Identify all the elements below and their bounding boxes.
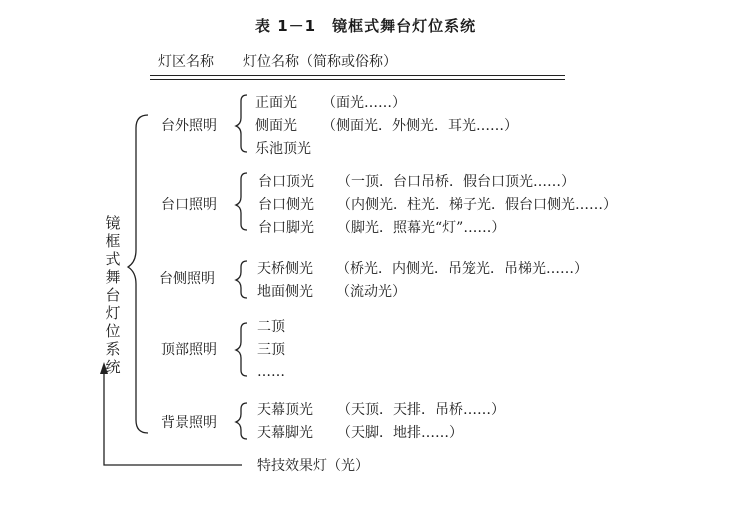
- position-name: 侧面光: [255, 118, 297, 134]
- position-alias: （天脚．地排……）: [337, 425, 463, 441]
- position-name: 天桥侧光: [257, 261, 313, 277]
- zone-name: 台外照明: [161, 118, 217, 134]
- position-alias: （内侧光．柱光．梯子光．假台口侧光……）: [337, 197, 617, 213]
- zone-name: 背景照明: [161, 415, 217, 431]
- position-alias: （天顶．天排．吊桥……）: [337, 402, 505, 418]
- brace-zone-5: [236, 403, 247, 439]
- position-name: 天幕脚光: [257, 425, 313, 441]
- position-name: 乐池顶光: [255, 141, 311, 157]
- vertical-title: 镜框式舞台灯位系统: [105, 214, 121, 376]
- zone-name: 顶部照明: [161, 342, 217, 358]
- special-effects-light: 特技效果灯（光）: [257, 458, 369, 474]
- brace-zone-1: [236, 95, 247, 152]
- position-name: 天幕顶光: [257, 402, 313, 418]
- position-name: 台口脚光: [258, 220, 314, 236]
- position-alias: （面光……）: [322, 95, 406, 111]
- brace-zone-2: [236, 173, 247, 230]
- position-name: 地面侧光: [257, 284, 313, 300]
- position-name: 台口顶光: [258, 174, 314, 190]
- position-name: 三顶: [257, 342, 285, 358]
- table-title: 表 1－1 镜框式舞台灯位系统: [255, 17, 477, 35]
- main-brace: [128, 115, 148, 433]
- position-name: 二顶: [257, 319, 285, 335]
- position-alias: （桥光．内侧光．吊笼光．吊梯光……）: [336, 261, 588, 277]
- position-name: 正面光: [255, 95, 297, 111]
- position-alias: （流动光）: [336, 284, 406, 300]
- arrow-head: [100, 362, 108, 374]
- position-name: ……: [257, 364, 285, 380]
- position-name: 台口侧光: [258, 197, 314, 213]
- position-alias: （一顶．台口吊桥．假台口顶光……）: [337, 174, 575, 190]
- position-alias: （侧面光．外侧光．耳光……）: [322, 118, 518, 134]
- brace-zone-3: [236, 261, 247, 298]
- header-zone-name: 灯区名称: [158, 54, 214, 70]
- brace-zone-4: [236, 323, 247, 376]
- header-position-name: 灯位名称（简称或俗称）: [243, 54, 397, 70]
- zone-name: 台口照明: [161, 197, 217, 213]
- zone-name: 台侧照明: [159, 271, 215, 287]
- position-alias: （脚光．照幕光“灯”……）: [337, 220, 506, 236]
